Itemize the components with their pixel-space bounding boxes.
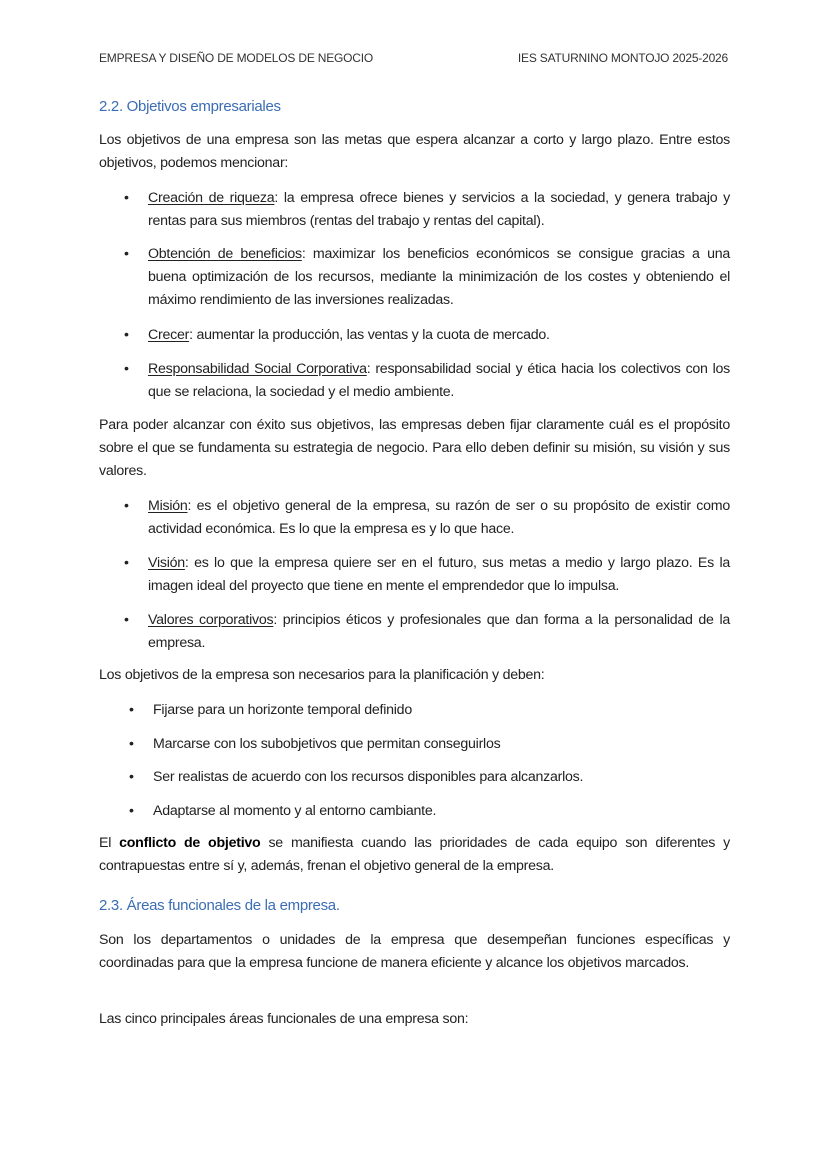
paragraph-areas-lead: Las cinco principales áreas funcionales de una empresa son: [99, 1011, 469, 1027]
bullet-icon: • [124, 612, 129, 628]
definition: : aumentar la producción, las ventas y la cuota de mercado. [189, 327, 550, 343]
requirement: Fijarse para un horizonte temporal definido [153, 702, 412, 718]
bullet-icon: • [124, 327, 129, 343]
bullet-icon: • [129, 702, 134, 718]
header-course: EMPRESA Y DISEÑO DE MODELOS DE NEGOCIO [99, 51, 374, 65]
list-item [99, 324, 730, 347]
list-item [99, 609, 730, 655]
list-item [99, 766, 730, 789]
term: Misión [148, 498, 188, 514]
requirement: Ser realistas de acuerdo con los recursos disponibles para alcanzarlos. [153, 769, 584, 785]
definition: : la empresa ofrece bienes y servicios a la sociedad, y genera trabajo y rentas para sus miembros (rentas del trabajo y rentas del capital). [148, 190, 730, 229]
term: Crecer [148, 327, 190, 343]
definition: : responsabilidad social y ética hacia los colectivos con los que se relaciona, la sociedad y el medio ambiente. [148, 361, 730, 400]
bullet-icon: • [129, 769, 134, 785]
text: se manifiesta cuando las prioridades de cada equipo son diferentes y contrapuestas entre sí y, además, frenan el objetivo general de la empresa. [99, 835, 730, 874]
list-item [99, 243, 730, 311]
paragraph-intro: Los objetivos de una empresa son las metas que espera alcanzar a corto y largo plazo. Entre estos objetivos, podemos mencionar: [99, 132, 730, 171]
bullet-icon: • [124, 498, 129, 514]
bold-term: conflicto de objetivo [119, 835, 261, 851]
definition: : principios éticos y profesionales que dan forma a la personalidad de la empresa. [148, 612, 730, 651]
term: Creación de riqueza [148, 190, 275, 206]
bullet-icon: • [129, 736, 134, 752]
paragraph-planning: Los objetivos de la empresa son necesarios para la planificación y deben: [99, 667, 545, 683]
definition: : maximizar los beneficios económicos se consigue gracias a una buena optimización de los recursos, mediante la minimización de los costes y obteniendo el máximo rendimiento de las inversiones realizadas. [148, 246, 730, 308]
list-item [99, 495, 730, 541]
list-item [99, 552, 730, 598]
bullet-icon: • [124, 555, 129, 571]
bullet-icon: • [124, 190, 129, 206]
bullet-icon: • [124, 361, 129, 377]
section-heading-2-2: 2.2. Objetivos empresariales [99, 98, 281, 115]
paragraph-areas-intro: Son los departamentos o unidades de la empresa que desempeñan funciones específicas y coordinadas para que la empresa funcione de manera eficiente y alcance los objetivos marcados. [99, 932, 730, 971]
term: Obtención de beneficios [148, 246, 302, 262]
list-item [99, 699, 730, 722]
paragraph-conflict [99, 832, 730, 878]
term: Valores corporativos [148, 612, 274, 628]
bullet-icon: • [124, 246, 129, 262]
list-item [99, 358, 730, 404]
definition: : es el objetivo general de la empresa, su razón de ser o su propósito de existir como actividad económica. Es lo que la empresa es y lo que hace. [148, 498, 730, 537]
header-school: IES SATURNINO MONTOJO 2025-2026 [517, 51, 728, 65]
paragraph-purpose: Para poder alcanzar con éxito sus objetivos, las empresas deben fijar claramente cuál es el propósito sobre el que se fundamenta su estrategia de negocio. Para ello deben definir su misión, su visión y sus valores. [99, 417, 730, 479]
list-item [99, 187, 730, 233]
term: Responsabilidad Social Corporativa [148, 361, 367, 377]
section-heading-2-3: 2.3. Áreas funcionales de la empresa. [99, 897, 340, 914]
term: Visión [148, 555, 185, 571]
bullet-icon: • [129, 803, 134, 819]
list-item [99, 733, 730, 756]
requirement: Marcarse con los subobjetivos que permitan conseguirlos [153, 736, 501, 752]
text: El [99, 835, 120, 851]
requirement: Adaptarse al momento y al entorno cambiante. [153, 803, 437, 819]
definition: : es lo que la empresa quiere ser en el futuro, sus metas a medio y largo plazo. Es la imagen ideal del proyecto que tiene en mente el emprendedor que lo impulsa. [148, 555, 730, 594]
list-item [99, 800, 730, 823]
